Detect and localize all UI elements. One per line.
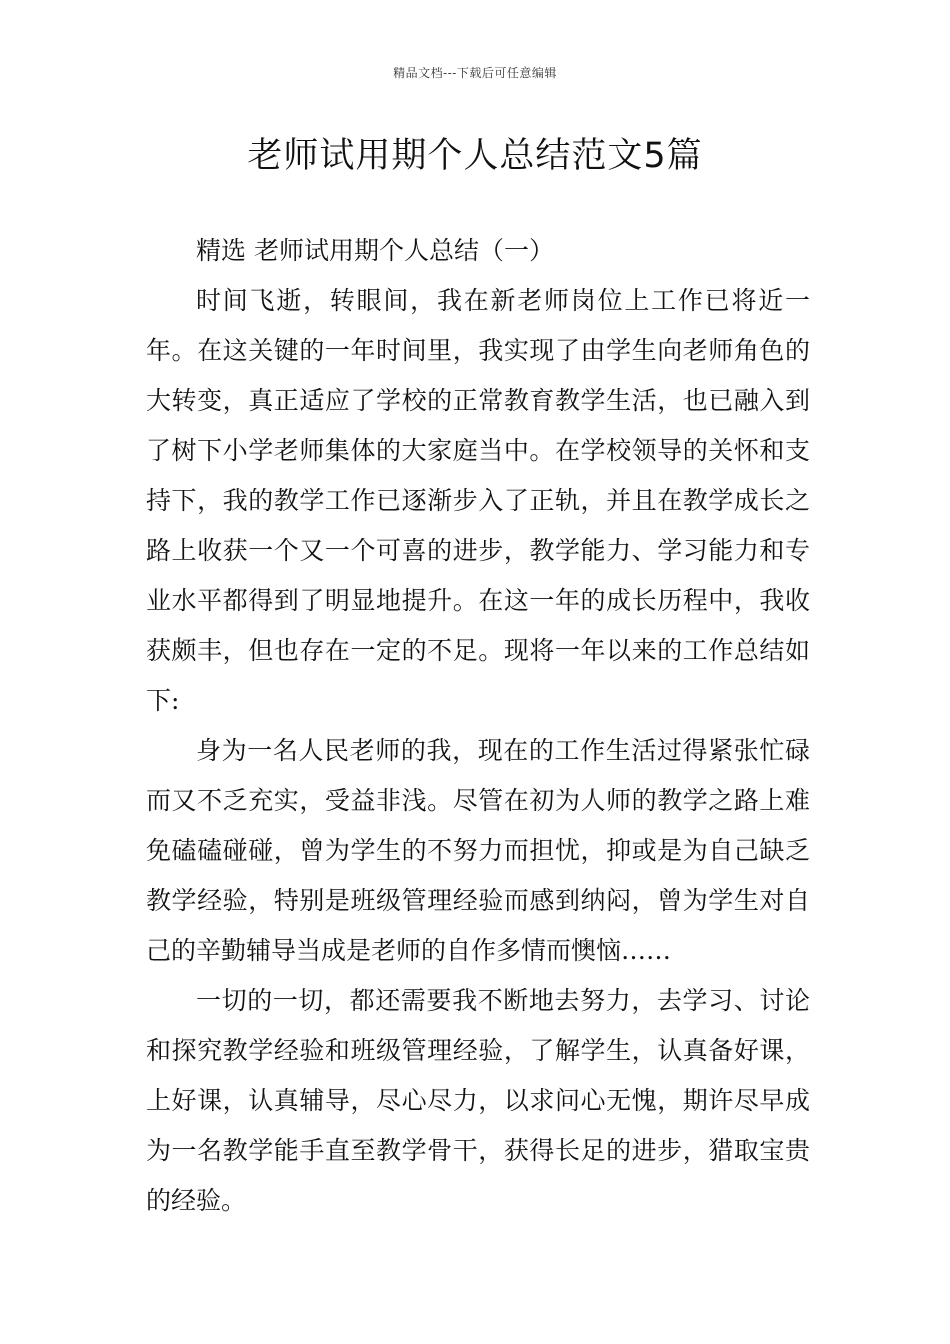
document-title: 老师试用期个人总结范文5篇 (247, 136, 703, 176)
document-body (146, 226, 810, 1226)
section-heading: 精选 老师试用期个人总结（一） (196, 236, 554, 265)
body-paragraph: 一切的一切，都还需要我不断地去努力，去学习、讨论和探究教学经验和班级管理经验，了解学生，认真备好课，上好课，认真辅导，尽心尽力，以求问心无愧，期许尽早成为一名教学能手直至教学骨干，获得长足的进步，猎取宝贵的经验。 (146, 986, 810, 1215)
body-paragraph: 身为一名人民老师的我，现在的工作生活过得紧张忙碌而又不乏充实，受益非浅。尽管在初为人师的教学之路上难免磕磕碰碰，曾为学生的不努力而担忧，抑或是为自己缺乏教学经验，特别是班级管理经验而感到纳闷，曾为学生对自己的辛勤辅导当成是老师的自作多情而懊恼…… (146, 736, 810, 965)
header-note: 精品文档---下载后可任意编辑 (393, 66, 557, 80)
body-paragraph: 时间飞逝，转眼间，我在新老师岗位上工作已将近一年。在这关键的一年时间里，我实现了由学生向老师角色的大转变，真正适应了学校的正常教育教学生活，也已融入到了树下小学老师集体的大家庭当中。在学校领导的关怀和支持下，我的教学工作已逐渐步入了正轨，并且在教学成长之路上收获一个又一个可喜的进步，教学能力、学习能力和专业水平都得到了明显地提升。在这一年的成长历程中，我收获颇丰，但也存在一定的不足。现将一年以来的工作总结如下: (146, 286, 810, 715)
